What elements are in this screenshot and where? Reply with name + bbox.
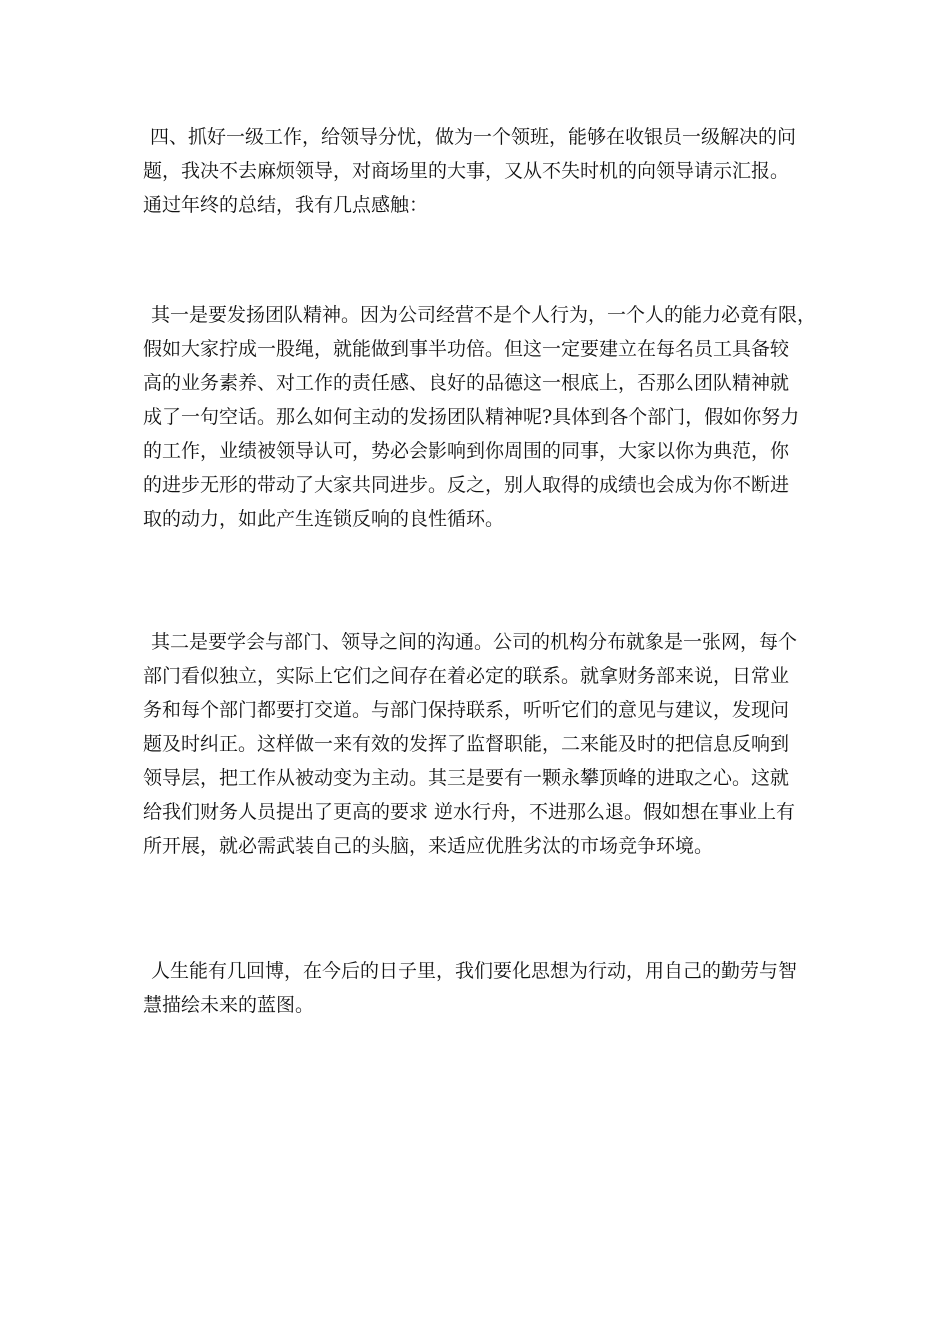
text-line: 通过年终的总结，我有几点感触： xyxy=(143,194,429,216)
text-line: 务和每个部门都要打交道。与部门保持联系，听听它们的意见与建议，发现问 xyxy=(143,699,790,721)
text-line: 题，我决不去麻烦领导，对商场里的大事，又从不失时机的向领导请示汇报。 xyxy=(143,160,790,182)
text-line: 的进步无形的带动了大家共同进步。反之，别人取得的成绩也会成为你不断进 xyxy=(143,474,790,496)
text-line: 四、抓好一级工作，给领导分忧，做为一个领班，能够在收银员一级解决的问 xyxy=(150,126,797,148)
paragraph-work-summary xyxy=(143,120,823,222)
text-line: 高的业务素养、对工作的责任感、良好的品德这一根底上，否那么团队精神就 xyxy=(143,372,790,394)
text-line: 所开展，就必需武装自己的头脑，来适应优胜劣汰的市场竞争环境。 xyxy=(143,835,714,857)
text-line: 的工作，业绩被领导认可，势必会影响到你周围的同事，大家以你为典范，你 xyxy=(143,440,790,462)
paragraph-team-spirit xyxy=(143,298,823,536)
text-line: 慧描绘未来的蓝图。 xyxy=(143,994,315,1016)
text-line: 成了一句空话。那么如何主动的发扬团队精神呢?具体到各个部门，假如你努力 xyxy=(143,406,800,428)
text-line: 其一是要发扬团队精神。因为公司经营不是个人行为，一个人的能力必竟有限， xyxy=(151,304,817,326)
text-line: 部门看似独立，实际上它们之间存在着必定的联系。就拿财务部来说，日常业 xyxy=(143,665,790,687)
paragraph-communication xyxy=(143,625,823,863)
text-line: 领导层，把工作从被动变为主动。其三是要有一颗永攀顶峰的进取之心。这就 xyxy=(143,767,790,789)
text-line: 人生能有几回博，在今后的日子里，我们要化思想为行动，用自己的勤劳与智 xyxy=(151,960,798,982)
text-line: 取的动力，如此产生连锁反响的良性循环。 xyxy=(143,508,505,530)
text-line: 题及时纠正。这样做一来有效的发挥了监督职能，二来能及时的把信息反响到 xyxy=(143,733,790,755)
text-line: 其二是要学会与部门、领导之间的沟通。公司的机构分布就象是一张网，每个 xyxy=(151,631,798,653)
paragraph-conclusion xyxy=(143,954,823,1022)
text-line: 假如大家拧成一股绳，就能做到事半功倍。但这一定要建立在每名员工具备较 xyxy=(143,338,790,360)
text-line: 给我们财务人员提出了更高的要求 逆水行舟，不进那么退。假如想在事业上有 xyxy=(143,801,796,823)
